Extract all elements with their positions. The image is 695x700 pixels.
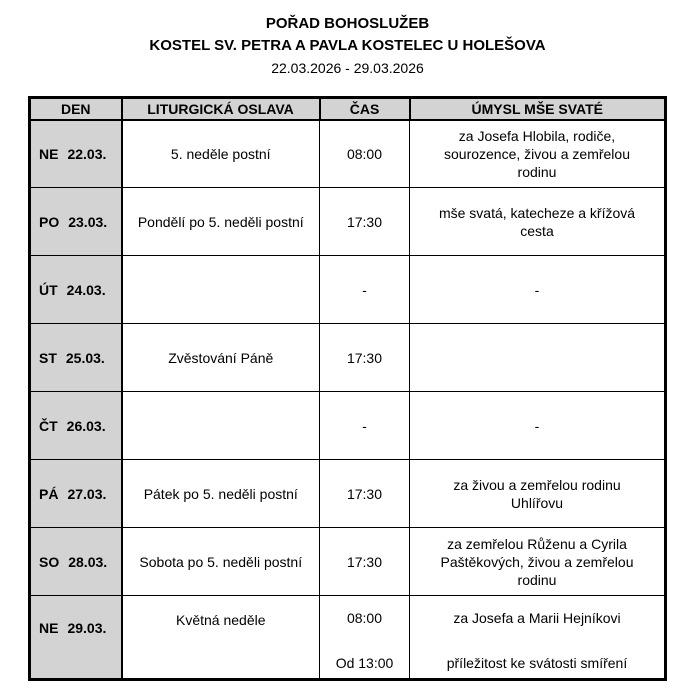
- time-cell: 17:30: [320, 528, 410, 596]
- time-entry: Od 13:00: [335, 655, 394, 671]
- day-date: 23.03.: [68, 213, 108, 230]
- celebration-cell: Sobota po 5. neděli postní: [122, 528, 320, 596]
- header-row: [30, 98, 666, 120]
- day-abbreviation: ÚT: [39, 281, 58, 298]
- celebration-cell: Pondělí po 5. neděli postní: [122, 188, 320, 256]
- day-cell: [30, 528, 122, 596]
- day-date: 22.03.: [67, 145, 107, 162]
- day-date: 25.03.: [65, 349, 105, 366]
- day-abbreviation: NE: [39, 145, 59, 162]
- time-entry: 08:00: [346, 610, 383, 626]
- celebration-cell: Květná neděle: [122, 596, 320, 680]
- celebration-cell: [122, 256, 320, 324]
- table-row: [30, 596, 666, 680]
- day-cell: [30, 596, 122, 680]
- intention-cell: za živou a zemřelou rodinu Uhlířovu: [410, 460, 666, 528]
- day-date: 28.03.: [68, 553, 108, 570]
- intention-cell: [410, 324, 666, 392]
- table-row: [30, 188, 666, 256]
- time-cell: 17:30: [320, 188, 410, 256]
- day-cell: [30, 460, 122, 528]
- schedule-table: [28, 96, 667, 681]
- day-cell: [30, 324, 122, 392]
- intention-cell: -: [410, 392, 666, 460]
- time-cell: [320, 596, 410, 680]
- day-date: 27.03.: [67, 485, 107, 502]
- column-header-day: DEN: [30, 98, 122, 120]
- time-cell: -: [320, 256, 410, 324]
- table-row: [30, 324, 666, 392]
- title-block: [0, 0, 695, 79]
- column-header-intention: ÚMYSL MŠE SVATÉ: [410, 98, 666, 120]
- time-cell: 08:00: [320, 120, 410, 188]
- column-header-time: ČAS: [320, 98, 410, 120]
- day-abbreviation: PÁ: [39, 485, 59, 502]
- day-abbreviation: SO: [39, 553, 60, 570]
- intention-cell: [410, 596, 666, 680]
- day-cell: [30, 256, 122, 324]
- celebration-cell: [122, 392, 320, 460]
- date-range: 22.03.2026 - 29.03.2026: [271, 60, 424, 76]
- schedule-table-body: [30, 120, 666, 680]
- table-row: [30, 460, 666, 528]
- time-cell: 17:30: [320, 324, 410, 392]
- intention-cell: -: [410, 256, 666, 324]
- day-date: 26.03.: [66, 417, 106, 434]
- intention-cell: za zemřelou Růženu a Cyrila Paštěkových, živou a zemřelou rodinu: [410, 528, 666, 596]
- column-header-celebration: LITURGICKÁ OSLAVA: [122, 98, 320, 120]
- day-abbreviation: ČT: [39, 417, 58, 434]
- day-cell: [30, 120, 122, 188]
- time-cell: 17:30: [320, 460, 410, 528]
- celebration-cell: 5. neděle postní: [122, 120, 320, 188]
- intention-cell: za Josefa Hlobila, rodiče, sourozence, živou a zemřelou rodinu: [410, 120, 666, 188]
- intention-entry: příležitost ke svátosti smíření: [446, 655, 628, 671]
- church-title: KOSTEL SV. PETRA A PAVLA KOSTELEC U HOLEŠOVA: [149, 37, 546, 54]
- intention-cell: mše svatá, katecheze a křížová cesta: [410, 188, 666, 256]
- day-date: 24.03.: [66, 281, 106, 298]
- day-date: 29.03.: [67, 620, 107, 636]
- day-abbreviation: ST: [39, 349, 57, 366]
- intention-entry-group: [432, 598, 642, 676]
- celebration-cell: Pátek po 5. neděli postní: [122, 460, 320, 528]
- table-row: [30, 120, 666, 188]
- day-abbreviation: PO: [39, 213, 60, 230]
- table-row: [30, 392, 666, 460]
- table-row: [30, 256, 666, 324]
- day-abbreviation: NE: [39, 620, 59, 636]
- celebration-cell: Zvěstování Páně: [122, 324, 320, 392]
- table-row: [30, 528, 666, 596]
- time-cell: -: [320, 392, 410, 460]
- day-cell: [30, 392, 122, 460]
- time-entry-group: [326, 598, 403, 676]
- page-title: POŘAD BOHOSLUŽEB: [265, 15, 430, 32]
- day-cell: [30, 188, 122, 256]
- intention-entry: za Josefa a Marii Hejníkovi: [453, 610, 621, 626]
